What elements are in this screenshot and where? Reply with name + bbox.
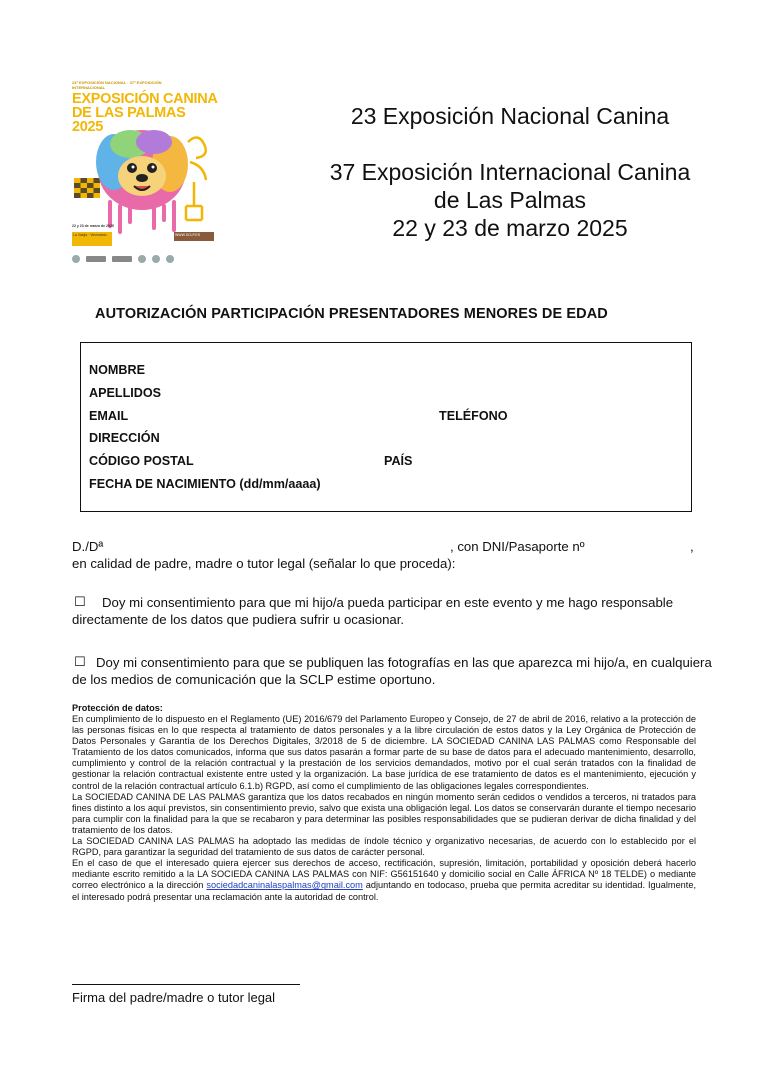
field-nombre[interactable]: NOMBRE — [89, 363, 145, 377]
logo-icon — [152, 255, 160, 263]
legal-paragraph: En cumplimiento de lo dispuesto en el Reglamento (UE) 2016/679 del Parlamento Europeo y Consejo, de 27 de abril de 2016, relativo a la protección de las personas físicas en lo que respecta al tratamiento de datos personales y a la libre circulación de estos datos y la Ley Orgánica de Protección de Datos Personales y Garantía de los Derechos Digitales, 3/2018 de 5 de diciembre. LA SOCIEDAD CANINA LAS PALMAS como Responsable del Tratamiento de los datos comunicados, informa que sus datos pasarán a formar parte de su base de datos para el adecuado mantenimiento, desarrollo, cumplimiento y control de la relación contractual y la prestación de los servicios demandados, motivo por el cual serán tratados con la finalidad de gestionar la relación contractual existente entre usted y la organización. La base jurídica de ese tratamiento de datos es el mantenimiento, ejecución y control de la relación contractual artículo 6.1.b) RGPD, así como el cumplimiento de las obligaciones legales correspondientes. — [72, 714, 696, 791]
poster-dates: 22 y 23 de marzo de 2025 — [72, 224, 114, 228]
consent-participation-line2: directamente de los datos que pudiera sufrir u ocasionar. — [72, 612, 405, 627]
declaration-calidad: en calidad de padre, madre o tutor legal (señalar lo que proceda): — [72, 556, 456, 571]
dog-illustration — [70, 122, 216, 234]
poster-title-line1: EXPOSICIÓN CANINA — [72, 91, 218, 107]
event-poster — [70, 78, 216, 268]
data-protection-title: Protección de datos: — [72, 703, 163, 713]
poster-small-text: 23ª EXPOSICIÓN NACIONAL · 37ª EXPOSICIÓN INTERNACIONAL — [72, 80, 162, 90]
legal-rights-text-end: adjuntando en todocaso, prueba que permita acreditar su identidad. Igualmente, el interesado podrá presentar una reclamación ante la autoridad de control. — [72, 880, 697, 902]
declaration-dni[interactable]: , con DNI/Pasaporte nº — [450, 539, 585, 554]
section-title: AUTORIZACIÓN PARTICIPACIÓN PRESENTADORES MENORES DE EDAD — [95, 306, 608, 322]
field-telefono[interactable]: TELÉFONO — [439, 409, 508, 423]
poster-place: La Vasija · Vecindario — [72, 232, 112, 246]
consent-participation-checkbox[interactable]: ☐ — [74, 594, 86, 609]
field-codigo-postal[interactable]: CÓDIGO POSTAL — [89, 454, 194, 468]
legal-rights-text: En el caso de que el interesado quiera ejercer sus derechos de acceso, rectificación, supresión, limitación, portabilidad y oposición deberá hacerlo mediante escrito remitido a la LA SOCIEDA CANINA LAS PALMAS con NIF: G56151640 y domicilio social en Calle ÁFRICA Nº 18 TELDE) o mediante correo electrónico a la dirección — [72, 858, 696, 891]
logo-icon — [138, 255, 146, 263]
field-direccion[interactable]: DIRECCIÓN — [89, 431, 160, 445]
email-link[interactable]: sociedadcaninalaspalmas@gmail.com — [206, 880, 363, 891]
logo-icon — [72, 255, 80, 263]
data-protection-text — [72, 714, 696, 903]
logo-icon — [166, 255, 174, 263]
poster-title-line2: DE LAS PALMAS 2025 — [72, 105, 186, 135]
consent-photos-checkbox[interactable]: ☐ — [74, 654, 86, 669]
field-email[interactable]: EMAIL — [89, 409, 129, 423]
logo-icon — [86, 256, 106, 262]
poster-web-button: WWW.SCLP.ES — [174, 232, 214, 241]
consent-photos-line2: de los medios de comunicación que la SCLP estime oportuno. — [72, 672, 436, 687]
field-pais[interactable]: PAÍS — [384, 454, 413, 468]
sponsor-logos — [72, 252, 216, 266]
header-line2: 37 Exposición Internacional Canina — [329, 159, 691, 185]
logo-icon — [112, 256, 132, 262]
header-line4: 22 y 23 de marzo 2025 — [392, 215, 628, 241]
field-apellidos[interactable]: APELLIDOS — [89, 386, 162, 400]
consent-photos-line1: Doy mi consentimiento para que se publiquen las fotografías en las que aparezca mi hijo/a, en cualquiera — [96, 655, 712, 670]
declaration-comma: , — [690, 539, 694, 554]
form-box — [80, 342, 692, 512]
field-fecha-nacimiento[interactable]: FECHA DE NACIMIENTO (dd/mm/aaaa) — [89, 477, 321, 491]
header-line3: de Las Palmas — [433, 187, 587, 213]
signature-line[interactable] — [72, 984, 300, 985]
legal-paragraph: La SOCIEDAD CANINA LAS PALMAS ha adoptado las medidas de índole técnico y organizativo necesarias, de acuerdo con lo establecido por el RGPD, para garantizar la seguridad del tratamiento de sus datos de carácter personal. — [72, 836, 696, 858]
legal-paragraph — [72, 858, 696, 902]
consent-participation-line1: Doy mi consentimiento para que mi hijo/a pueda participar en este evento y me hago responsable — [102, 595, 674, 610]
declaration-dd[interactable]: D./Dª — [72, 539, 104, 554]
legal-paragraph: La SOCIEDAD CANINA DE LAS PALMAS garantiza que los datos recabados en ningún momento serán cedidos o vendidos a terceros, ni tratados para fines distinto a los aquí previstos, sin consentimiento previo, salvo que exista una obligación legal. Los datos se conservarán durante el tiempo necesario para cumplir con la finalidad para la que se recabaron y para determinar las posibles responsabilidades que se pudieran derivar de dicha finalidad y del tratamiento de los datos. — [72, 791, 696, 835]
signature-label: Firma del padre/madre o tutor legal — [72, 990, 276, 1005]
header-line1: 23 Exposición Nacional Canina — [350, 103, 670, 129]
